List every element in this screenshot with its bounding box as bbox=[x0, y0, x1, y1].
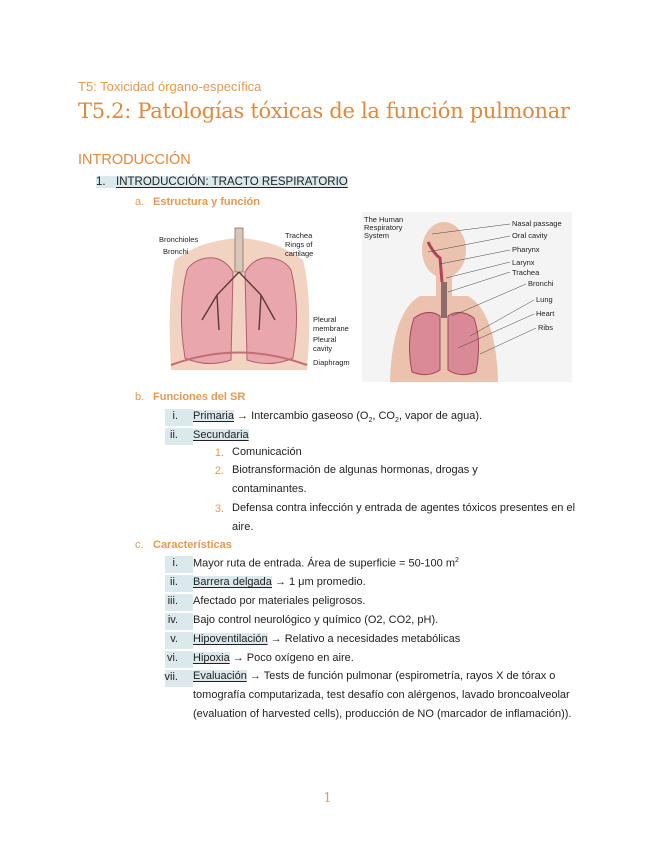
c-v-text: → Relativo a necesidades metabólicas bbox=[267, 633, 461, 645]
c-iv-number: iv. bbox=[167, 614, 178, 626]
page-number: 1 bbox=[323, 791, 332, 806]
c-vii-text: → Tests de función pulmonar (espirometría, rayos X de tórax o tomografía computarizada, test desafío con alérgenos, lavado broncoalveolar (evaluation of harvested cells), producción de NO (marcador de inflamación)). bbox=[193, 670, 572, 720]
c-vi-term: Hipoxia bbox=[193, 652, 230, 664]
label-trachea-r: Trachea bbox=[512, 268, 540, 277]
left-lung bbox=[245, 258, 297, 364]
primaria-pre: → Intercambio gaseoso (O bbox=[233, 410, 369, 422]
left-lung-shape bbox=[448, 312, 479, 374]
primaria-number: i. bbox=[172, 410, 178, 422]
c-i-row bbox=[193, 557, 459, 570]
c-vi-number: vi. bbox=[167, 652, 178, 664]
c-iv-text: Bajo control neurológico y químico (O2, CO2, pH). bbox=[193, 614, 439, 626]
page-title: T5.2: Patologías tóxicas de la función pulmonar bbox=[78, 99, 570, 123]
label-nasal-passage: Nasal passage bbox=[512, 219, 562, 228]
right-lung-shape bbox=[409, 312, 440, 374]
c-v-row bbox=[193, 633, 460, 645]
c-iii-number: iii. bbox=[167, 595, 178, 607]
label-trachea: Trachea bbox=[285, 231, 313, 240]
c-vii-number: vii. bbox=[164, 671, 178, 683]
secundaria-number: ii. bbox=[170, 429, 178, 441]
label-pleural-2: Pleural bbox=[313, 335, 337, 344]
c-i-number: i. bbox=[172, 557, 178, 569]
secundaria-item-1-num: 1. bbox=[214, 447, 224, 459]
label-heart: Heart bbox=[536, 309, 555, 318]
lungs-diagram bbox=[157, 220, 357, 370]
primaria-term: Primaria bbox=[193, 410, 234, 422]
primaria-mid: , CO bbox=[372, 410, 395, 422]
secundaria-term: Secundaria bbox=[193, 429, 249, 441]
subheading-a-letter: a. bbox=[135, 196, 145, 208]
c-i-sup: 2 bbox=[455, 557, 459, 564]
heading-1-number: 1. bbox=[96, 176, 106, 188]
c-v-number: v. bbox=[170, 633, 178, 645]
subheading-b-text: Funciones del SR bbox=[153, 391, 246, 403]
label-lung: Lung bbox=[536, 295, 553, 304]
secundaria-row bbox=[193, 429, 249, 441]
c-vii-term: Evaluación bbox=[193, 670, 247, 682]
respiratory-system-diagram bbox=[362, 212, 572, 382]
subheading-b-letter: b. bbox=[135, 391, 145, 403]
label-bronchi: Bronchi bbox=[163, 247, 189, 256]
c-ii-number: ii. bbox=[170, 576, 178, 588]
label-larynx: Larynx bbox=[512, 258, 535, 267]
subheading-c-letter: c. bbox=[135, 539, 144, 551]
label-pharynx: Pharynx bbox=[512, 245, 540, 254]
subheading-c-text: Características bbox=[153, 539, 232, 551]
trachea-shape bbox=[235, 228, 243, 272]
label-ribs: Ribs bbox=[538, 323, 554, 332]
c-v-term: Hipoventilación bbox=[193, 633, 268, 645]
primaria-sub1: 2 bbox=[368, 417, 373, 425]
subheading-c bbox=[135, 539, 232, 551]
label-cartilage: cartilage bbox=[285, 249, 314, 258]
label-bronchioles: Bronchioles bbox=[159, 235, 199, 244]
secundaria-item-3: Defensa contra infección y entrada de agentes tóxicos presentes en el aire. bbox=[232, 502, 576, 533]
secundaria-item-3-num: 3. bbox=[214, 503, 224, 515]
primaria-sub2: 2 bbox=[395, 417, 399, 425]
c-ii-row bbox=[193, 576, 366, 588]
label-pleural-1: Pleural bbox=[313, 315, 337, 324]
section-heading: INTRODUCCIÓN bbox=[78, 152, 191, 168]
label-cavity: cavity bbox=[313, 344, 333, 353]
primaria-row bbox=[193, 410, 482, 424]
c-ii-term: Barrera delgada bbox=[193, 576, 272, 588]
c-ii-text: → 1 μm promedio. bbox=[271, 576, 366, 588]
label-bronchi-r: Bronchi bbox=[528, 279, 554, 288]
primaria-post: , vapor de agua). bbox=[398, 410, 483, 422]
subheading-a bbox=[135, 196, 260, 208]
c-i-text: Mayor ruta de entrada. Área de superficie = 50-100 m bbox=[193, 557, 456, 570]
label-system: System bbox=[364, 231, 390, 240]
label-diaphragm: Diaphragm bbox=[313, 358, 350, 367]
label-respiratory: Respiratory bbox=[364, 223, 403, 232]
document-kicker: T5: Toxicidad órgano-específica bbox=[78, 79, 262, 94]
heading-1-text: INTRODUCCIÓN: TRACTO RESPIRATORIO bbox=[116, 176, 348, 188]
label-rings-of: Rings of bbox=[285, 240, 313, 249]
heading-1 bbox=[96, 176, 348, 188]
label-oral-cavity: Oral cavity bbox=[512, 231, 548, 240]
secundaria-item-1: Comunicación bbox=[232, 446, 302, 458]
c-iii-text: Afectado por materiales peligrosos. bbox=[193, 595, 366, 607]
trachea-tube bbox=[441, 282, 447, 318]
label-membrane: membrane bbox=[313, 324, 349, 333]
secundaria-item-2-num: 2. bbox=[214, 465, 224, 477]
c-vi-text: → Poco oxígeno en aire. bbox=[229, 652, 354, 664]
c-vii-row bbox=[193, 667, 575, 724]
subheading-a-text: Estructura y función bbox=[153, 196, 260, 208]
secundaria-item-2: Biotransformación de algunas hormonas, drogas y contaminantes. bbox=[232, 464, 478, 495]
c-vi-row bbox=[193, 652, 354, 664]
label-the-human: The Human bbox=[364, 215, 404, 224]
subheading-b bbox=[135, 391, 245, 403]
